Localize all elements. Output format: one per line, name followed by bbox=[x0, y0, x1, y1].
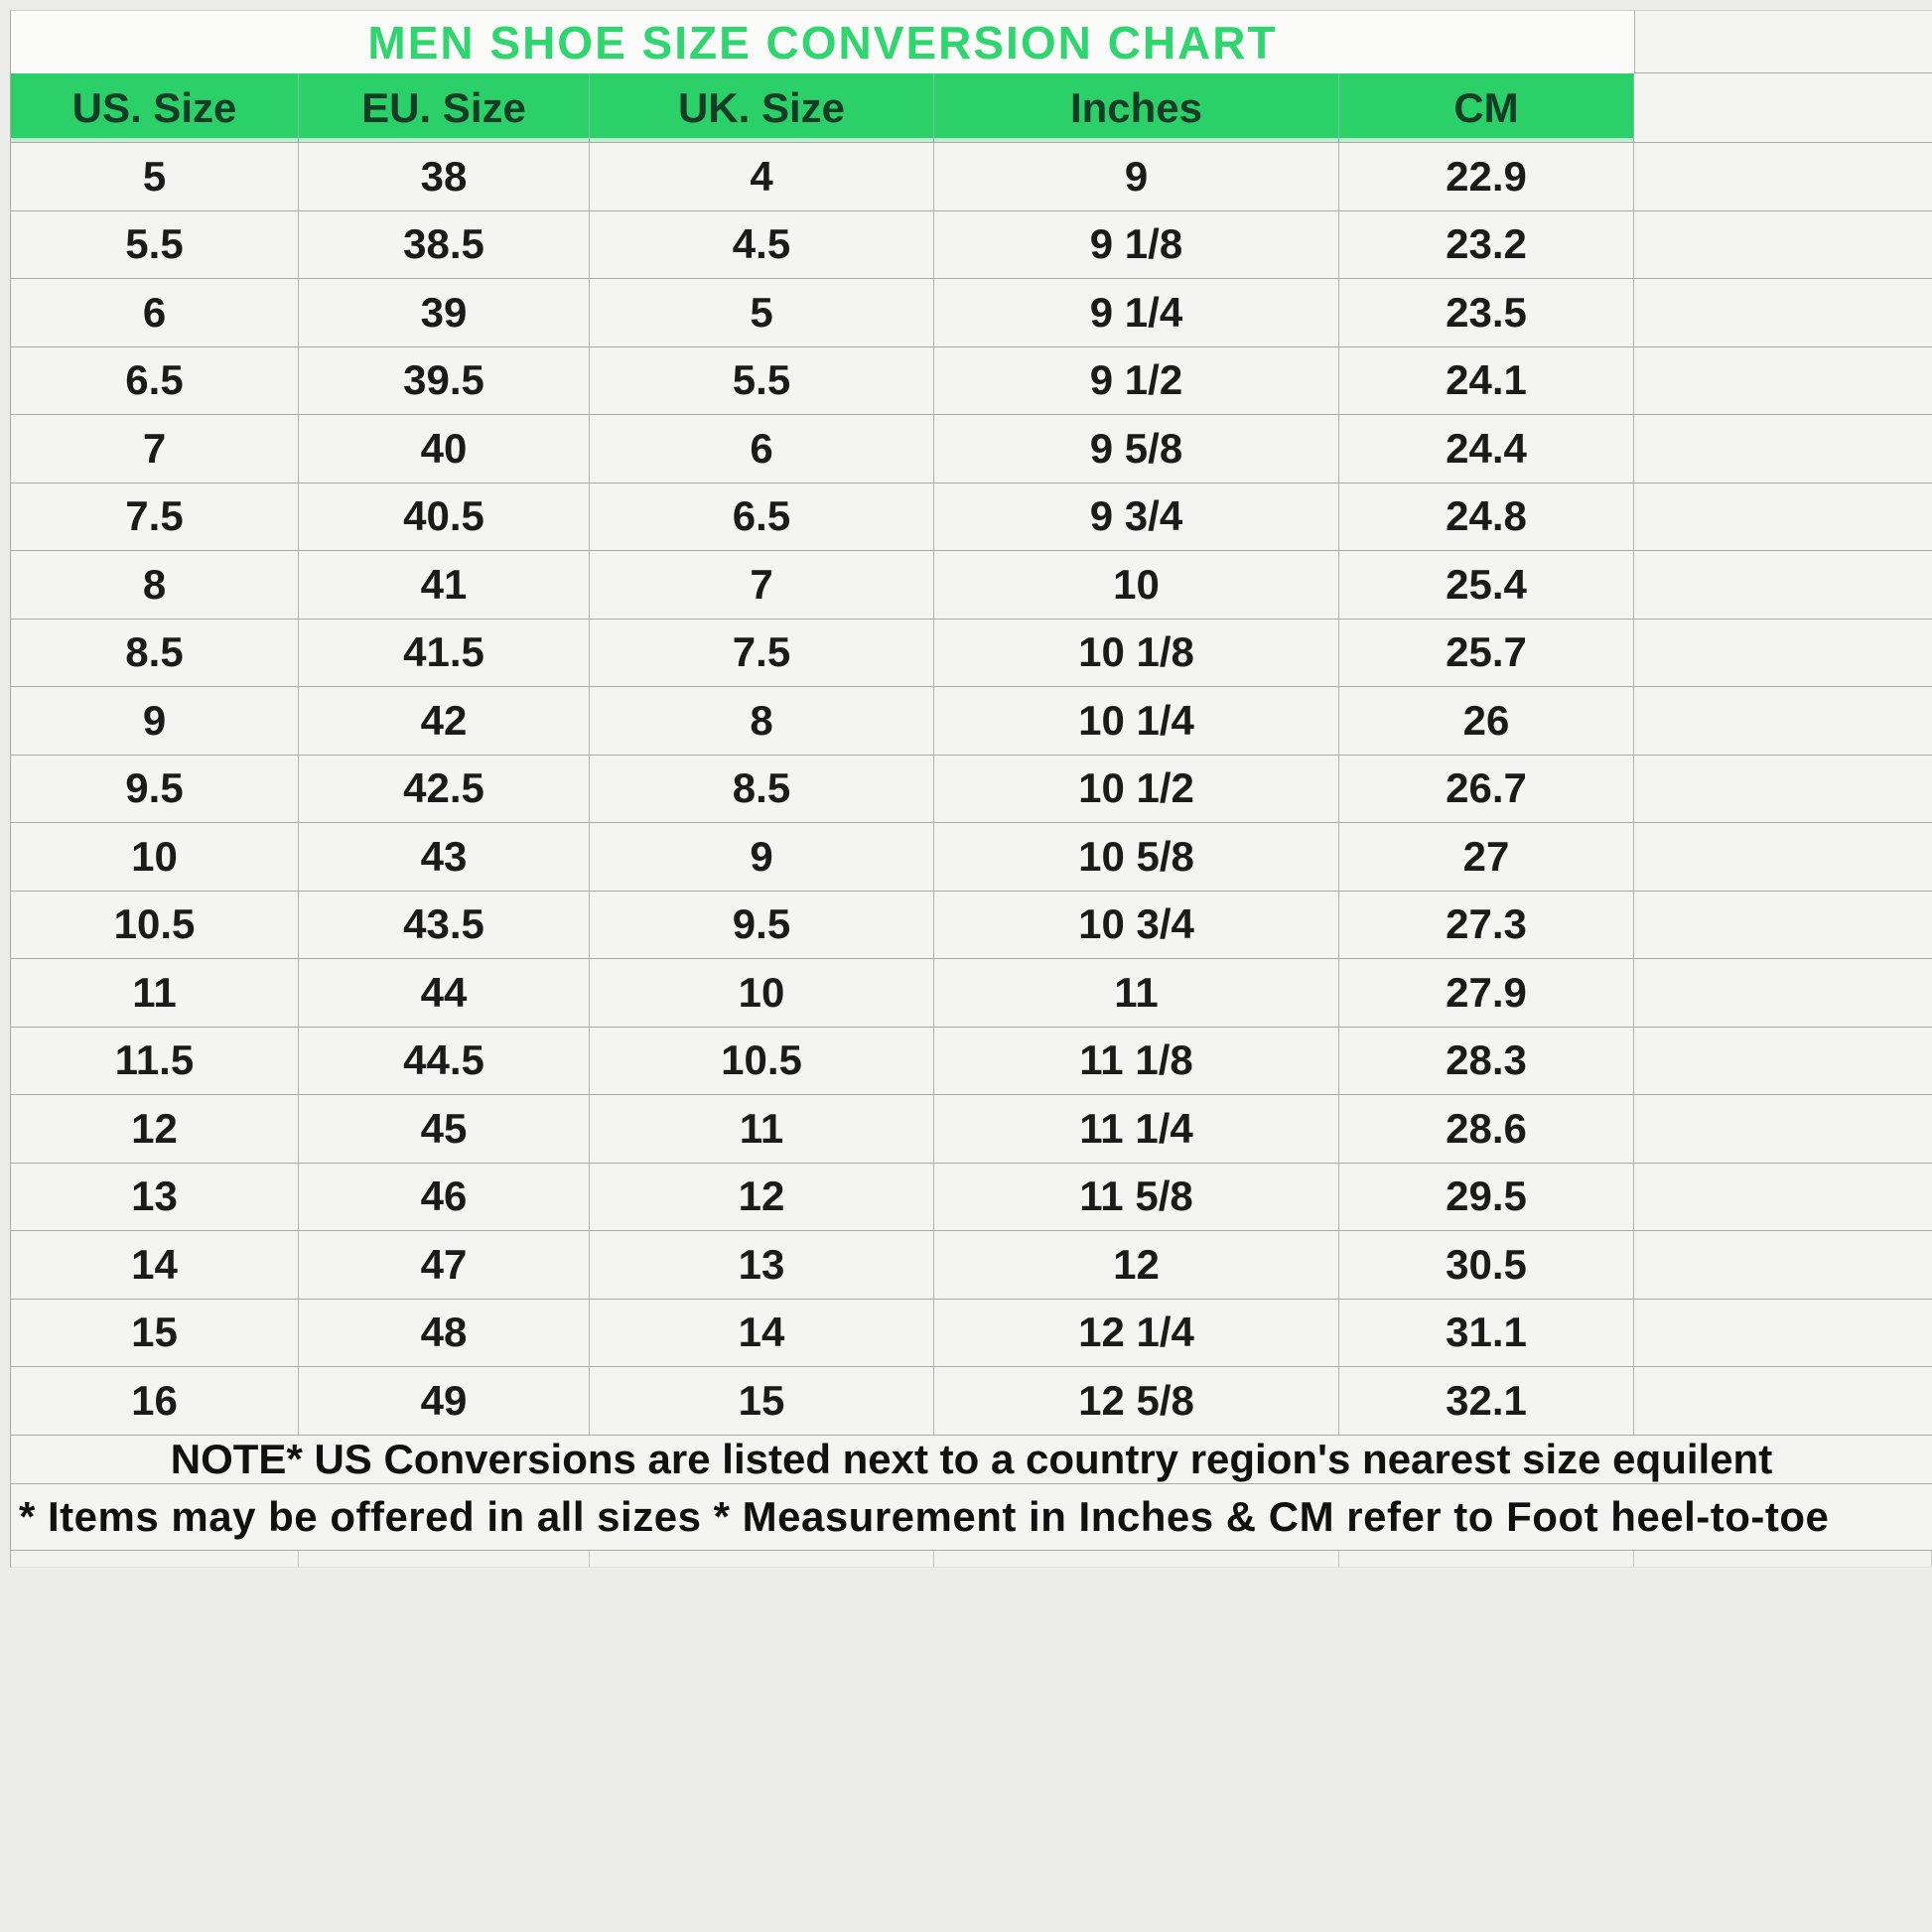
note-line-1: NOTE* US Conversions are listed next to a country region's nearest size equilent bbox=[170, 1435, 1773, 1482]
empty-column-cell bbox=[1634, 1231, 1932, 1299]
cell-uk-size: 15 bbox=[590, 1367, 934, 1435]
table-row bbox=[11, 347, 1932, 416]
cell-cm: 26 bbox=[1339, 687, 1634, 755]
cell-uk-size: 12 bbox=[590, 1164, 934, 1231]
table-row bbox=[11, 551, 1932, 620]
cell-eu-size: 42.5 bbox=[299, 756, 590, 823]
cell-us-size: 11 bbox=[11, 959, 299, 1027]
empty-column-cell bbox=[1634, 756, 1932, 823]
table-row bbox=[11, 415, 1932, 483]
column-header-uk-size: UK. Size bbox=[590, 73, 934, 142]
empty-column-cell bbox=[1634, 551, 1932, 619]
table-row bbox=[11, 1300, 1932, 1368]
cell-us-size: 5.5 bbox=[11, 211, 299, 279]
table-row bbox=[11, 1028, 1932, 1096]
cell-inches: 12 bbox=[934, 1231, 1339, 1299]
cell-inches: 9 3/4 bbox=[934, 483, 1339, 551]
cell-eu-size: 43 bbox=[299, 823, 590, 891]
table-row bbox=[11, 1164, 1932, 1232]
cell-cm: 22.9 bbox=[1339, 143, 1634, 210]
cell-inches: 10 3/4 bbox=[934, 892, 1339, 959]
cell-inches: 10 1/4 bbox=[934, 687, 1339, 755]
empty-column-cell bbox=[1634, 687, 1932, 755]
cell-us-size: 8.5 bbox=[11, 620, 299, 687]
cell-us-size: 11.5 bbox=[11, 1028, 299, 1095]
page-title: MEN SHOE SIZE CONVERSION CHART bbox=[367, 16, 1278, 69]
cell-inches: 10 1/2 bbox=[934, 756, 1339, 823]
table-row bbox=[11, 1231, 1932, 1300]
table-row bbox=[11, 1095, 1932, 1164]
cell-inches: 10 bbox=[934, 551, 1339, 619]
cell-eu-size: 39.5 bbox=[299, 347, 590, 415]
cell-uk-size: 8 bbox=[590, 687, 934, 755]
cell-eu-size: 44 bbox=[299, 959, 590, 1027]
cell-inches: 9 1/2 bbox=[934, 347, 1339, 415]
cell-cm: 25.4 bbox=[1339, 551, 1634, 619]
cell-uk-size: 10 bbox=[590, 959, 934, 1027]
note-row bbox=[11, 1436, 1932, 1484]
cell-eu-size: 42 bbox=[299, 687, 590, 755]
table-row bbox=[11, 756, 1932, 824]
cell-eu-size: 40.5 bbox=[299, 483, 590, 551]
cell-cm: 27 bbox=[1339, 823, 1634, 891]
cell-eu-size: 43.5 bbox=[299, 892, 590, 959]
empty-column-cell bbox=[1634, 279, 1932, 346]
cell-uk-size: 9 bbox=[590, 823, 934, 891]
table-header-row bbox=[11, 73, 1932, 143]
table-row bbox=[11, 823, 1932, 892]
cell-uk-size: 9.5 bbox=[590, 892, 934, 959]
cell-eu-size: 39 bbox=[299, 279, 590, 346]
cell-inches: 12 1/4 bbox=[934, 1300, 1339, 1367]
cell-eu-size: 40 bbox=[299, 415, 590, 483]
cell-cm: 29.5 bbox=[1339, 1164, 1634, 1231]
cell-uk-size: 7 bbox=[590, 551, 934, 619]
cell-cm: 26.7 bbox=[1339, 756, 1634, 823]
cell-inches: 12 5/8 bbox=[934, 1367, 1339, 1435]
cell-cm: 32.1 bbox=[1339, 1367, 1634, 1435]
cell-cm: 27.9 bbox=[1339, 959, 1634, 1027]
empty-column-cell bbox=[1634, 1367, 1932, 1435]
empty-column-cell bbox=[1634, 1028, 1932, 1095]
note-line-2: * Items may be offered in all sizes * Measurement in Inches & CM refer to Foot heel-to-toe bbox=[19, 1492, 1830, 1540]
cell-inches: 10 5/8 bbox=[934, 823, 1339, 891]
table-row bbox=[11, 959, 1932, 1028]
cell-uk-size: 14 bbox=[590, 1300, 934, 1367]
cell-cm: 23.2 bbox=[1339, 211, 1634, 279]
cell-inches: 10 1/8 bbox=[934, 620, 1339, 687]
cell-cm: 28.6 bbox=[1339, 1095, 1634, 1163]
column-header-cm: CM bbox=[1339, 73, 1634, 142]
table-row bbox=[11, 211, 1932, 280]
cell-inches: 9 5/8 bbox=[934, 415, 1339, 483]
empty-column-cell bbox=[1634, 347, 1932, 415]
empty-column-cell bbox=[1634, 483, 1932, 551]
cell-eu-size: 49 bbox=[299, 1367, 590, 1435]
cell-us-size: 10 bbox=[11, 823, 299, 891]
note-row bbox=[11, 1484, 1932, 1551]
empty-column-cell bbox=[1634, 415, 1932, 483]
cell-uk-size: 6.5 bbox=[590, 483, 934, 551]
cell-uk-size: 6 bbox=[590, 415, 934, 483]
empty-column-cell bbox=[1634, 1164, 1932, 1231]
cell-uk-size: 4 bbox=[590, 143, 934, 210]
empty-column-cell bbox=[1634, 959, 1932, 1027]
partial-row-stub bbox=[11, 1551, 1932, 1568]
cell-us-size: 14 bbox=[11, 1231, 299, 1299]
cell-uk-size: 7.5 bbox=[590, 620, 934, 687]
cell-us-size: 6.5 bbox=[11, 347, 299, 415]
table-row bbox=[11, 279, 1932, 347]
cell-cm: 27.3 bbox=[1339, 892, 1634, 959]
cell-us-size: 10.5 bbox=[11, 892, 299, 959]
cell-cm: 28.3 bbox=[1339, 1028, 1634, 1095]
cell-eu-size: 38.5 bbox=[299, 211, 590, 279]
cell-us-size: 5 bbox=[11, 143, 299, 210]
cell-inches: 11 1/4 bbox=[934, 1095, 1339, 1163]
cell-uk-size: 10.5 bbox=[590, 1028, 934, 1095]
cell-eu-size: 47 bbox=[299, 1231, 590, 1299]
cell-us-size: 7.5 bbox=[11, 483, 299, 551]
table-body bbox=[11, 143, 1932, 1436]
empty-column-cell bbox=[1634, 73, 1932, 142]
cell-cm: 24.4 bbox=[1339, 415, 1634, 483]
column-header-eu-size: EU. Size bbox=[299, 73, 590, 142]
empty-column-cell bbox=[1634, 823, 1932, 891]
cell-uk-size: 11 bbox=[590, 1095, 934, 1163]
cell-inches: 9 bbox=[934, 143, 1339, 210]
cell-eu-size: 44.5 bbox=[299, 1028, 590, 1095]
table-row bbox=[11, 1367, 1932, 1436]
cell-inches: 11 bbox=[934, 959, 1339, 1027]
empty-column-cell bbox=[1634, 620, 1932, 687]
cell-us-size: 12 bbox=[11, 1095, 299, 1163]
cell-us-size: 9 bbox=[11, 687, 299, 755]
cell-eu-size: 41.5 bbox=[299, 620, 590, 687]
title-row bbox=[11, 11, 1932, 73]
cell-inches: 9 1/8 bbox=[934, 211, 1339, 279]
cell-inches: 11 5/8 bbox=[934, 1164, 1339, 1231]
cell-uk-size: 5 bbox=[590, 279, 934, 346]
cell-cm: 23.5 bbox=[1339, 279, 1634, 346]
cell-us-size: 9.5 bbox=[11, 756, 299, 823]
cell-cm: 24.8 bbox=[1339, 483, 1634, 551]
conversion-chart-table bbox=[10, 10, 1932, 1568]
cell-inches: 9 1/4 bbox=[934, 279, 1339, 346]
cell-cm: 24.1 bbox=[1339, 347, 1634, 415]
column-header-us-size: US. Size bbox=[11, 73, 299, 142]
cell-cm: 25.7 bbox=[1339, 620, 1634, 687]
table-row bbox=[11, 483, 1932, 552]
cell-eu-size: 45 bbox=[299, 1095, 590, 1163]
empty-column-cell bbox=[1634, 1300, 1932, 1367]
cell-uk-size: 4.5 bbox=[590, 211, 934, 279]
empty-column-cell bbox=[1634, 1095, 1932, 1163]
empty-column-cell bbox=[1634, 892, 1932, 959]
cell-us-size: 13 bbox=[11, 1164, 299, 1231]
cell-eu-size: 41 bbox=[299, 551, 590, 619]
table-row bbox=[11, 620, 1932, 688]
cell-eu-size: 48 bbox=[299, 1300, 590, 1367]
cell-uk-size: 13 bbox=[590, 1231, 934, 1299]
table-row bbox=[11, 143, 1932, 211]
cell-us-size: 6 bbox=[11, 279, 299, 346]
cell-uk-size: 5.5 bbox=[590, 347, 934, 415]
cell-us-size: 7 bbox=[11, 415, 299, 483]
cell-eu-size: 46 bbox=[299, 1164, 590, 1231]
cell-us-size: 8 bbox=[11, 551, 299, 619]
table-row bbox=[11, 892, 1932, 960]
table-row bbox=[11, 687, 1932, 756]
cell-uk-size: 8.5 bbox=[590, 756, 934, 823]
cell-inches: 11 1/8 bbox=[934, 1028, 1339, 1095]
cell-cm: 31.1 bbox=[1339, 1300, 1634, 1367]
empty-column-cell bbox=[1634, 11, 1932, 73]
cell-us-size: 15 bbox=[11, 1300, 299, 1367]
empty-column-cell bbox=[1634, 143, 1932, 210]
cell-eu-size: 38 bbox=[299, 143, 590, 210]
empty-column-cell bbox=[1634, 211, 1932, 279]
cell-cm: 30.5 bbox=[1339, 1231, 1634, 1299]
column-header-inches: Inches bbox=[934, 73, 1339, 142]
cell-us-size: 16 bbox=[11, 1367, 299, 1435]
